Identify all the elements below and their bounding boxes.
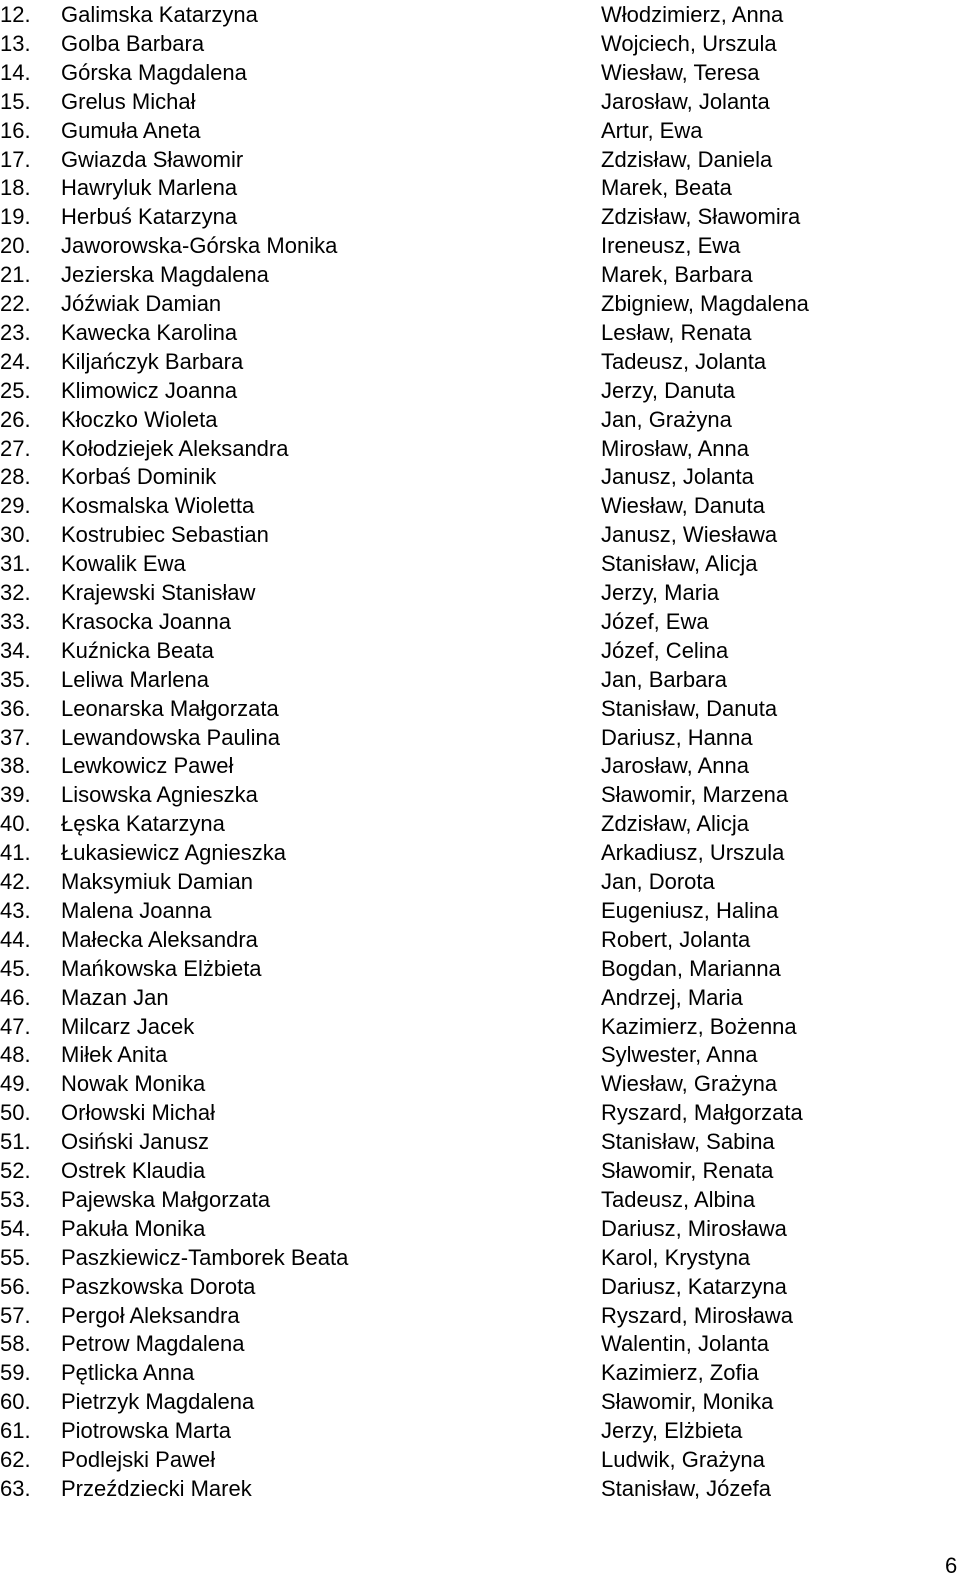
list-item (0, 1156, 960, 1185)
list-item (0, 260, 960, 289)
list-item (0, 694, 960, 723)
list-item (0, 173, 960, 202)
entry-number: 38. (0, 753, 31, 779)
entry-number: 34. (0, 637, 31, 663)
entry-number: 20. (0, 233, 31, 259)
list-item (0, 231, 960, 260)
entry-number: 17. (0, 146, 31, 172)
person-name: Hawryluk Marlena (61, 175, 238, 201)
parents-names: Stanisław, Alicja (601, 551, 758, 577)
entry-number: 56. (0, 1273, 31, 1299)
list-item (0, 925, 960, 954)
person-name: Kiljańczyk Barbara (61, 348, 244, 374)
parents-names: Kazimierz, Zofia (601, 1360, 759, 1386)
entry-number: 62. (0, 1447, 31, 1472)
parents-names: Jan, Barbara (601, 666, 727, 692)
entry-number: 48. (0, 1042, 31, 1068)
parents-names: Józef, Ewa (601, 608, 709, 634)
list-item (0, 462, 960, 491)
list-item (0, 1185, 960, 1214)
person-name: Małecka Aleksandra (61, 926, 258, 952)
parents-names: Eugeniusz, Halina (601, 897, 779, 923)
parents-names: Artur, Ewa (601, 117, 703, 143)
parents-names: Zdzisław, Sławomira (601, 204, 801, 230)
parents-names: Jerzy, Danuta (601, 377, 736, 403)
parents-names: Arkadiusz, Urszula (601, 840, 785, 866)
list-item (0, 116, 960, 145)
list-item (0, 1301, 960, 1330)
person-name: Paszkowska Dorota (61, 1273, 256, 1299)
parents-names: Bogdan, Marianna (601, 955, 781, 981)
entry-number: 52. (0, 1158, 31, 1183)
person-name: Jóźwiak Damian (61, 291, 222, 316)
entry-number: 21. (0, 262, 31, 288)
entry-number: 43. (0, 897, 31, 923)
list-item (0, 1474, 960, 1503)
person-name: Pergoł Aleksandra (61, 1302, 240, 1328)
entry-number: 35. (0, 666, 31, 692)
entry-number: 59. (0, 1360, 31, 1386)
person-name: Krasocka Joanna (61, 608, 231, 634)
parents-names: Dariusz, Mirosława (601, 1215, 787, 1241)
list-item (0, 1127, 960, 1156)
list-item (0, 809, 960, 838)
entry-number: 30. (0, 522, 31, 548)
entry-number: 61. (0, 1418, 31, 1444)
person-name: Golba Barbara (61, 30, 205, 56)
person-name: Petrow Magdalena (61, 1331, 245, 1357)
person-name: Herbuś Katarzyna (61, 204, 238, 230)
entry-number: 32. (0, 580, 31, 605)
person-name: Leliwa Marlena (61, 666, 209, 692)
entry-number: 29. (0, 493, 31, 519)
person-name: Galimska Katarzyna (61, 2, 258, 27)
person-name: Gwiazda Sławomir (61, 146, 244, 172)
entry-number: 37. (0, 724, 31, 750)
parents-names: Walentin, Jolanta (601, 1331, 769, 1357)
parents-names: Jerzy, Elżbieta (601, 1418, 743, 1444)
parents-names: Dariusz, Katarzyna (601, 1273, 787, 1299)
entry-number: 45. (0, 955, 31, 981)
person-name: Lewandowska Paulina (61, 724, 280, 750)
list-item (0, 1069, 960, 1098)
list-item (0, 1040, 960, 1069)
list-item (0, 780, 960, 809)
entry-number: 19. (0, 204, 31, 230)
person-name: Nowak Monika (61, 1071, 206, 1097)
parents-names: Stanisław, Danuta (601, 695, 778, 721)
entry-number: 33. (0, 608, 31, 634)
entry-number: 47. (0, 1013, 31, 1039)
list-item (0, 0, 960, 29)
person-name: Korbaś Dominik (61, 464, 217, 490)
entry-number: 22. (0, 291, 31, 316)
parents-names: Jarosław, Jolanta (601, 88, 770, 114)
list-item (0, 1012, 960, 1041)
entry-number: 50. (0, 1100, 31, 1126)
entry-number: 14. (0, 59, 31, 85)
person-name: Pakuła Monika (61, 1215, 206, 1241)
entry-number: 57. (0, 1302, 31, 1328)
entry-number: 31. (0, 551, 31, 577)
list-item (0, 1416, 960, 1445)
parents-names: Dariusz, Hanna (601, 724, 753, 750)
list-item (0, 1445, 960, 1474)
entry-number: 49. (0, 1071, 31, 1097)
entry-number: 24. (0, 348, 31, 374)
list-item (0, 665, 960, 694)
list-item (0, 376, 960, 405)
list-item (0, 954, 960, 983)
list-item (0, 1243, 960, 1272)
parents-names: Sławomir, Renata (601, 1158, 774, 1183)
person-name: Paszkiewicz-Tamborek Beata (61, 1244, 349, 1270)
entry-number: 27. (0, 435, 31, 461)
list-item (0, 751, 960, 780)
list-item (0, 607, 960, 636)
person-name: Jezierska Magdalena (61, 262, 269, 288)
parents-names: Ireneusz, Ewa (601, 233, 741, 259)
entry-number: 39. (0, 782, 31, 808)
person-name: Orłowski Michał (61, 1100, 216, 1126)
person-name: Osiński Janusz (61, 1129, 209, 1155)
person-name: Podlejski Paweł (61, 1447, 216, 1472)
entry-number: 60. (0, 1389, 31, 1415)
entry-number: 51. (0, 1129, 31, 1155)
list-item (0, 145, 960, 174)
list-item (0, 347, 960, 376)
person-name: Pętlicka Anna (61, 1360, 195, 1386)
person-name: Kowalik Ewa (61, 551, 186, 577)
parents-names: Wojciech, Urszula (601, 30, 777, 56)
parents-names: Ludwik, Grażyna (601, 1447, 765, 1472)
entry-number: 42. (0, 869, 31, 894)
parents-names: Zbigniew, Magdalena (601, 291, 809, 316)
parents-names: Jan, Grażyna (601, 406, 732, 432)
person-name: Ostrek Klaudia (61, 1158, 206, 1183)
parents-names: Jarosław, Anna (601, 753, 749, 779)
parents-names: Wiesław, Teresa (601, 59, 760, 85)
person-name: Mańkowska Elżbieta (61, 955, 262, 981)
entry-number: 18. (0, 175, 31, 201)
entry-number: 44. (0, 926, 31, 952)
list-item (0, 1098, 960, 1127)
list-item (0, 1214, 960, 1243)
list-item (0, 549, 960, 578)
entry-number: 58. (0, 1331, 31, 1357)
parents-names: Marek, Beata (601, 175, 732, 201)
person-name: Przeździecki Marek (61, 1475, 252, 1501)
person-name: Milcarz Jacek (61, 1013, 195, 1039)
parents-names: Janusz, Jolanta (601, 464, 754, 490)
parents-names: Włodzimierz, Anna (601, 2, 784, 27)
person-name: Kosmalska Wioletta (61, 493, 255, 519)
list-item (0, 87, 960, 116)
person-name: Kołodziejek Aleksandra (61, 435, 289, 461)
entry-number: 26. (0, 406, 31, 432)
parents-names: Wiesław, Danuta (601, 493, 765, 519)
entry-number: 28. (0, 464, 31, 490)
parents-names: Sławomir, Marzena (601, 782, 789, 808)
parents-names: Tadeusz, Albina (601, 1186, 756, 1212)
parents-names: Ryszard, Małgorzata (601, 1100, 803, 1126)
parents-names: Wiesław, Grażyna (601, 1071, 778, 1097)
list-item (0, 636, 960, 665)
person-name: Kostrubiec Sebastian (61, 522, 269, 548)
entry-number: 36. (0, 695, 31, 721)
parents-names: Karol, Krystyna (601, 1244, 751, 1270)
list-item (0, 1329, 960, 1358)
person-name: Kawecka Karolina (61, 319, 238, 345)
person-name: Pietrzyk Magdalena (61, 1389, 255, 1415)
parents-names: Jerzy, Maria (601, 580, 720, 605)
person-name: Krajewski Stanisław (61, 580, 256, 605)
person-name: Jaworowska-Górska Monika (61, 233, 338, 259)
entry-number: 12. (0, 2, 31, 27)
parents-names: Mirosław, Anna (601, 435, 749, 461)
list-item (0, 405, 960, 434)
entry-number: 55. (0, 1244, 31, 1270)
entry-number: 41. (0, 840, 31, 866)
list-item (0, 289, 960, 318)
person-name: Mazan Jan (61, 984, 169, 1010)
parents-names: Józef, Celina (601, 637, 729, 663)
parents-names: Lesław, Renata (601, 319, 752, 345)
entry-number: 63. (0, 1475, 31, 1501)
person-name: Piotrowska Marta (61, 1418, 231, 1444)
entry-number: 23. (0, 319, 31, 345)
parents-names: Andrzej, Maria (601, 984, 743, 1010)
entry-number: 25. (0, 377, 31, 403)
person-name: Kuźnicka Beata (61, 637, 214, 663)
list-item (0, 202, 960, 231)
page-number: 6 (945, 1553, 958, 1578)
person-name: Maksymiuk Damian (61, 869, 253, 894)
person-name: Miłek Anita (61, 1042, 168, 1068)
person-name: Klimowicz Joanna (61, 377, 238, 403)
parents-names: Stanisław, Józefa (601, 1475, 771, 1501)
parents-names: Jan, Dorota (601, 869, 715, 894)
list-item (0, 29, 960, 58)
list-item (0, 983, 960, 1012)
parents-names: Marek, Barbara (601, 262, 753, 288)
person-name: Kłoczko Wioleta (61, 406, 218, 432)
list-item (0, 434, 960, 463)
parents-names: Janusz, Wiesława (601, 522, 778, 548)
entry-number: 53. (0, 1186, 31, 1212)
list-item (0, 838, 960, 867)
parents-names: Zdzisław, Daniela (601, 146, 773, 172)
entry-number: 13. (0, 30, 31, 56)
parents-names: Tadeusz, Jolanta (601, 348, 767, 374)
list-item (0, 491, 960, 520)
list-item (0, 896, 960, 925)
list-item (0, 578, 960, 607)
person-name: Górska Magdalena (61, 59, 247, 85)
entry-number: 16. (0, 117, 31, 143)
parents-names: Zdzisław, Alicja (601, 811, 749, 837)
list-item (0, 723, 960, 752)
list-item (0, 1358, 960, 1387)
parents-names: Robert, Jolanta (601, 926, 751, 952)
parents-names: Sławomir, Monika (601, 1389, 774, 1415)
list-item (0, 58, 960, 87)
list-item (0, 867, 960, 896)
person-name: Gumuła Aneta (61, 117, 201, 143)
list-item (0, 1387, 960, 1416)
person-name: Malena Joanna (61, 897, 212, 923)
person-name: Lisowska Agnieszka (61, 782, 258, 808)
parents-names: Ryszard, Mirosława (601, 1302, 793, 1328)
list-item (0, 1272, 960, 1301)
person-name: Leonarska Małgorzata (61, 695, 279, 721)
parents-names: Stanisław, Sabina (601, 1129, 775, 1155)
list-item (0, 318, 960, 347)
person-name: Lewkowicz Paweł (61, 753, 234, 779)
entry-number: 40. (0, 811, 31, 837)
parents-names: Kazimierz, Bożenna (601, 1013, 797, 1039)
list-item (0, 520, 960, 549)
entry-number: 15. (0, 88, 31, 114)
person-name: Łęska Katarzyna (61, 811, 225, 837)
person-name: Łukasiewicz Agnieszka (61, 840, 287, 866)
entry-number: 46. (0, 984, 31, 1010)
person-name: Grelus Michał (61, 88, 196, 114)
person-name: Pajewska Małgorzata (61, 1186, 271, 1212)
parents-names: Sylwester, Anna (601, 1042, 758, 1068)
entry-number: 54. (0, 1215, 31, 1241)
